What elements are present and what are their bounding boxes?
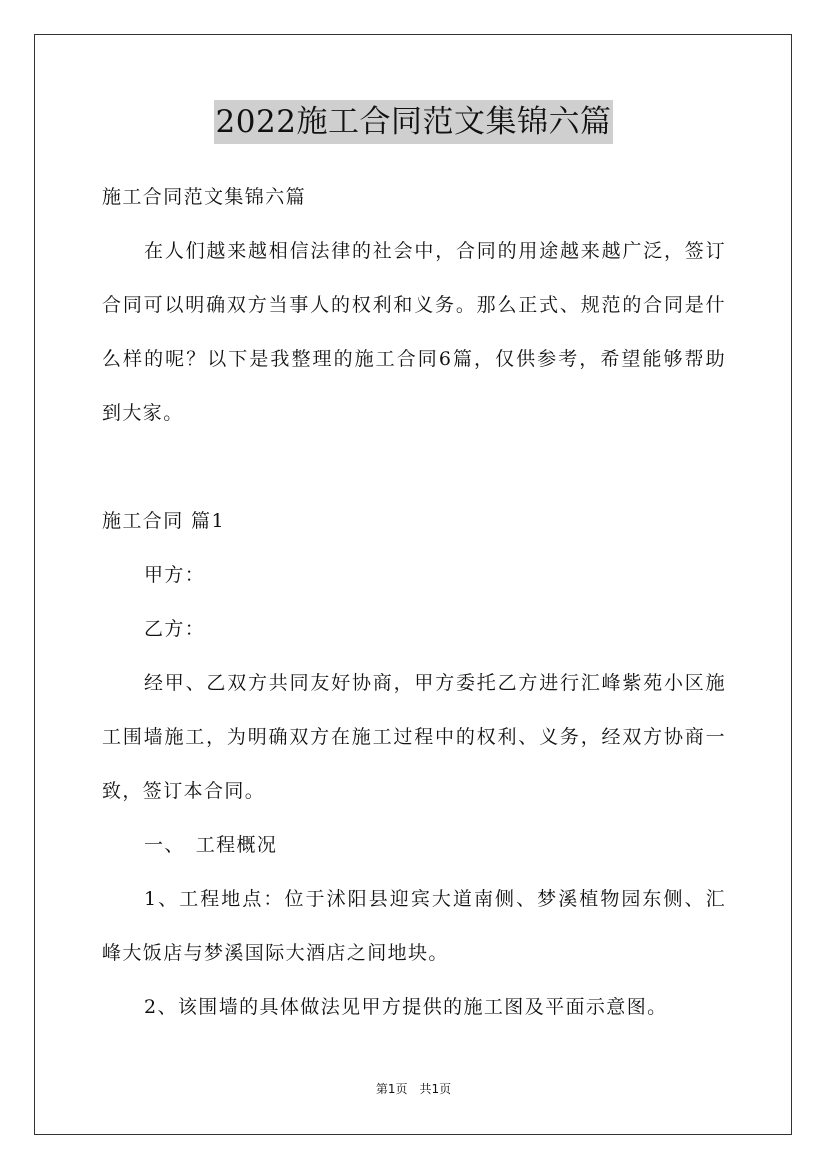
- party-a-label: 甲方：: [144, 564, 206, 586]
- document-title-text: 2022施工合同范文集锦六篇: [214, 100, 614, 144]
- page-footer: 第1页 共1页: [375, 1082, 452, 1096]
- intro-paragraph: 在人们越来越相信法律的社会中，合同的用途越来越广泛，签订合同可以明确双方当事人的权利和义务。那么正式、规范的合同是什么样的呢？以下是我整理的施工合同6篇，仅供参考，希望能够帮助到大家。: [102, 240, 726, 424]
- section-heading: 施工合同 篇1: [102, 510, 225, 532]
- paragraph-spacer: [102, 440, 726, 494]
- document-subtitle: 施工合同范文集锦六篇: [102, 186, 307, 208]
- document-title: [0, 100, 827, 144]
- item-heading: 一、 工程概况: [144, 834, 278, 856]
- document-body: [102, 170, 726, 1034]
- agreement-paragraph: 经甲、乙双方共同友好协商，甲方委托乙方进行汇峰紫苑小区施工围墙施工，为明确双方在施工过程中的权利、义务，经双方协商一致，签订本合同。: [102, 672, 726, 802]
- wall-method-item: 2、该围墙的具体做法见甲方提供的施工图及平面示意图。: [144, 996, 668, 1018]
- project-location-item: 1、工程地点：位于沭阳县迎宾大道南侧、梦溪植物园东侧、汇峰大饭店与梦溪国际大酒店之间地块。: [102, 888, 726, 964]
- party-b-label: 乙方：: [144, 618, 206, 640]
